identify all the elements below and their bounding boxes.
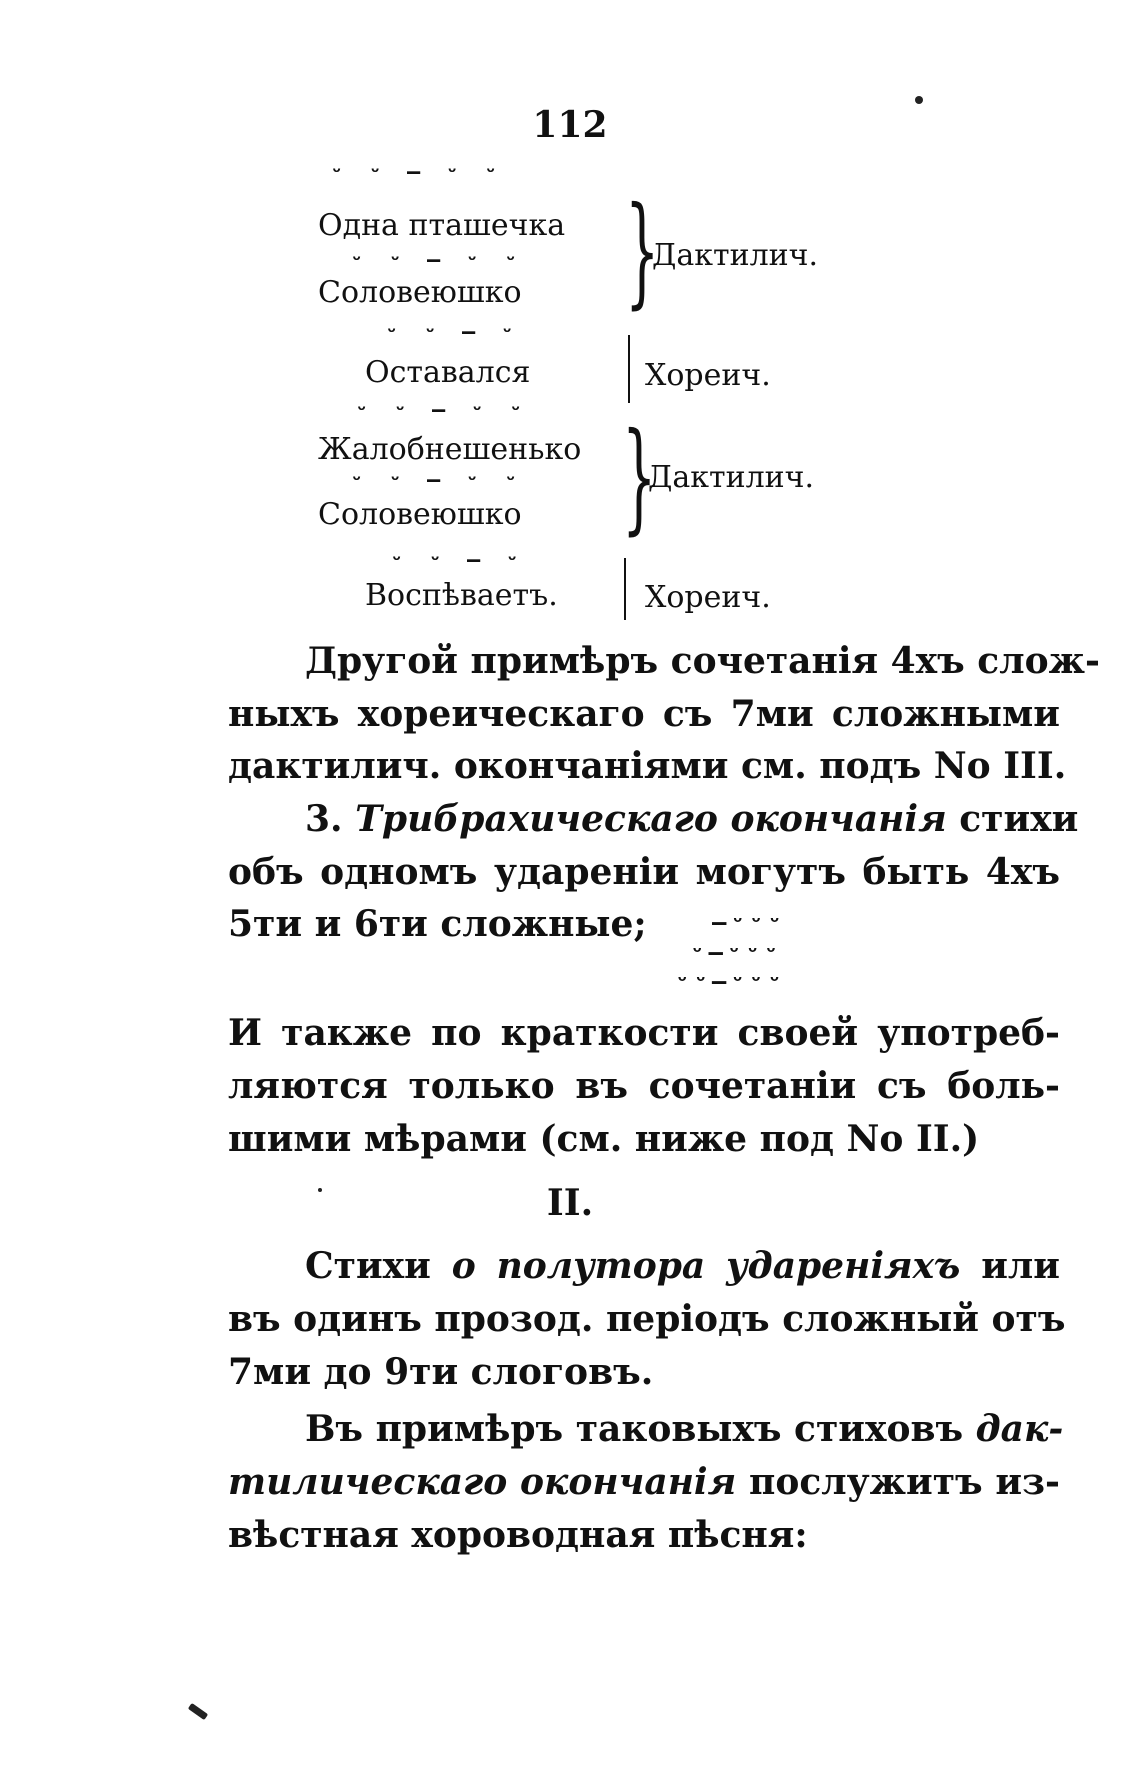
verse-line: Воспѣваетъ. — [365, 578, 558, 613]
text-fragment: 5ти и 6ти сложные; — [228, 903, 647, 945]
italic-term: тилическаго окончанія — [228, 1461, 737, 1503]
text-line: шими мѣрами (см. ниже под No II.) — [228, 1118, 980, 1160]
italic-term: Трибрахическаго окончанія — [355, 798, 947, 840]
ink-smudge — [188, 1703, 208, 1720]
verse-line: Оставался — [365, 355, 531, 390]
metrical-marks: ᵕ ᵕ — ᵕ ᵕ — [350, 468, 524, 493]
section-heading: II. — [546, 1182, 594, 1224]
meter-label: Хореич. — [645, 580, 771, 615]
text-fragment: или — [981, 1245, 1060, 1287]
text-fragment: послужитъ из- — [748, 1461, 1060, 1503]
text-line — [305, 798, 1079, 840]
text-line: Другой примѣръ сочетанія 4хъ слож- — [305, 640, 1100, 682]
ink-speck — [318, 1188, 322, 1192]
item-number: 3. — [305, 798, 343, 840]
metrical-marks: ᵕ ᵕ — ᵕ ᵕ — [330, 160, 504, 185]
text-fragment: стихи — [959, 798, 1079, 840]
curly-brace-icon: } — [622, 408, 657, 547]
metrical-marks: ᵕ—ᵕᵕᵕ — [690, 938, 783, 966]
text-line: дактилич. окончаніями см. подъ No III. — [228, 745, 1067, 787]
verse-line: Одна пташечка — [318, 208, 566, 243]
vertical-bar — [628, 335, 630, 403]
text-line: въ одинъ прозод. періодъ сложный отъ — [228, 1298, 1066, 1340]
meter-label: Дактилич. — [648, 460, 815, 495]
text-line — [305, 1245, 1060, 1287]
vertical-bar — [624, 558, 626, 620]
ink-speck — [915, 96, 923, 104]
verse-line: Соловеюшко — [318, 497, 522, 532]
metrical-marks: —ᵕᵕᵕ — [712, 908, 786, 936]
metrical-marks: ᵕ ᵕ — ᵕ — [390, 548, 525, 573]
italic-term: о полутора удареніяхъ — [451, 1245, 961, 1287]
verse-line: Жалобнешенько — [318, 432, 582, 467]
metrical-marks: ᵕ ᵕ — ᵕ — [385, 320, 520, 345]
text-line: И также по краткости своей употреб- — [228, 1012, 1060, 1054]
text-line: ныхъ хореическаго съ 7ми сложными — [228, 693, 1060, 735]
text-line: ляются только въ сочетаніи съ боль- — [228, 1065, 1060, 1107]
metrical-marks: ᵕ ᵕ — ᵕ ᵕ — [355, 398, 529, 423]
italic-term: дак- — [975, 1408, 1064, 1450]
text-line: объ одномъ удареніи могутъ быть 4хъ — [228, 851, 1060, 893]
text-line: вѣстная хороводная пѣсня: — [228, 1514, 808, 1556]
meter-label: Дактилич. — [652, 238, 819, 273]
page-number: 112 — [532, 104, 608, 146]
text-line — [228, 1461, 1060, 1503]
text-fragment: Стихи — [305, 1245, 431, 1287]
verse-line: Соловеюшко — [318, 275, 522, 310]
curly-brace-icon: } — [625, 182, 660, 321]
metrical-marks: ᵕ ᵕ — ᵕ ᵕ — [350, 248, 524, 273]
text-line — [228, 903, 1060, 945]
text-fragment: Въ примѣръ таковыхъ стиховъ — [305, 1408, 964, 1450]
text-line — [305, 1408, 1064, 1450]
metrical-marks: ᵕᵕ—ᵕᵕᵕ — [675, 967, 786, 995]
text-line: 7ми до 9ти слоговъ. — [228, 1351, 654, 1393]
meter-label: Хореич. — [645, 358, 771, 393]
